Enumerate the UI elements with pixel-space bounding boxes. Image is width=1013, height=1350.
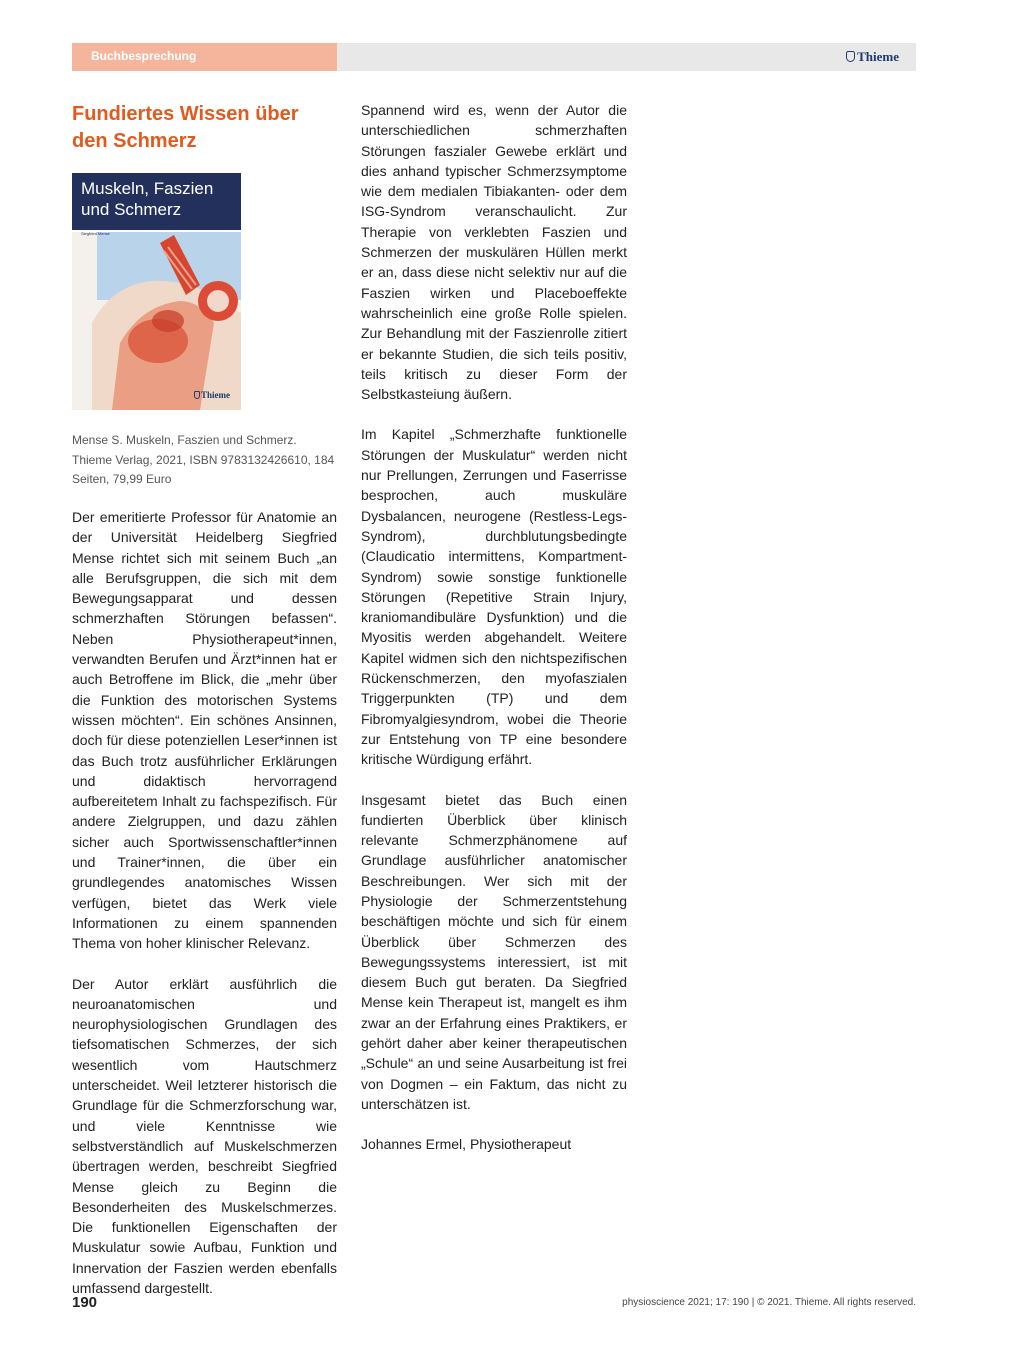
cover-title-band: [72, 173, 241, 230]
right-column: [361, 100, 627, 1155]
section-tab: [72, 43, 337, 71]
thieme-emblem-icon: [846, 51, 855, 62]
section-label: Buchbesprechung: [91, 49, 197, 63]
page-number: 190: [72, 1294, 98, 1311]
cover-publisher-text: Thieme: [201, 390, 230, 400]
left-column: [72, 507, 337, 1298]
paragraph: Der emeritierte Professor für Anatomie an der Universität Heidelberg Siegfried Mense richtet sich mit seinem Buch „an alle Berufsgruppen, die sich mit dem Bewegungsapparat und dessen schmerzhaften Störungen befassen“. Neben Physiotherapeut*innen, verwandten Berufen und Ärzt*innen hat er auch Betroffene im Blick, die „mehr über die Funktion des motorischen Systems wissen möchten“. Ein schönes Ansinnen, doch für diese potenziellen Leser*innen ist das Buch trotz ausführlicher Erklärungen und didaktisch hervorragend aufbereitetem Inhalt zu fachspezifisch. Für andere Zielgruppen, und dazu zählen sicher auch Sportwissenschaftler*innen und Trainer*innen, die über ein grundlegendes anatomisches Wissen verfügen, bietet das Werk viele Informationen zu einem spannenden Thema von hoher klinischer Relevanz.: [72, 509, 337, 952]
paragraph: Im Kapitel „Schmerzhafte funktionelle Störungen der Muskulatur“ werden nicht nur Prellungen, Zerrungen und Faserrisse besprochen, auch muskuläre Dysbalancen, neurogene (Restless-Legs-Syndrom), durchblutungsbedingte (Claudicatio intermittens, Kompartment-Syndrom) sowie sonstige funktionelle Störungen (Repetitive Strain Injury, kraniomandibuläre Dysfunktion) und die Myositis werden abgehandelt. Weitere Kapitel widmen sich den nichtspezifischen Rückenschmerzen, den myofaszialen Triggerpunkten (TP) und dem Fibromyalgiesyndrom, wobei die Theorie zur Entstehung von TP eine besondere kritische Würdigung erfährt.: [361, 426, 627, 768]
footer-citation: physioscience 2021; 17: 190 | © 2021. Thieme. All rights reserved.: [622, 1297, 916, 1308]
cover-title: Muskeln, Faszien und Schmerz: [81, 179, 214, 219]
article-title: Fundiertes Wissen über den Schmerz: [72, 103, 299, 152]
publisher-logo-text: Thieme: [857, 49, 899, 64]
cover-author: Siegfried Mense: [81, 231, 110, 236]
cover-publisher-logo: [194, 390, 230, 400]
thieme-emblem-icon: [194, 391, 200, 399]
review-author: Johannes Ermel, Physiotherapeut: [361, 1136, 572, 1153]
book-cover: [72, 173, 241, 410]
paragraph: Insgesamt bietet das Buch einen fundierten Überblick über klinisch relevante Schmerzphänomene auf Grundlage ausführlicher anatomischer Beschreibungen. Wer sich mit der Physiologie der Schmerzentstehung beschäftigen möchte und sich für einem Überblick über Schmerzen des Bewegungssystems interessiert, ist mit diesem Buch gut beraten. Da Siegfried Mense kein Therapeut ist, mangelt es ihm zwar an der Erfahrung eines Praktikers, er gehört daher aber keiner therapeutischen „Schule“ an und seine Ausarbeitung ist frei von Dogmen – ein Faktum, das nicht zu unterschätzen ist.: [361, 791, 627, 1112]
publisher-logo: [846, 49, 899, 65]
paragraph: Spannend wird es, wenn der Autor die unterschiedlichen schmerzhaften Störungen faszialer Gewebe erklärt und dies anhand typischer Schmerzsymptome wie dem medialen Tibiakanten- oder dem ISG-Syndrom veranschaulicht. Zur Therapie von verklebten Faszien und Schmerzen der muskulären Hüllen merkt er an, dass diese nicht selektiv nur auf die Faszien wirken und Placeboeffekte wahrscheinlich eine große Rolle spielen. Zur Behandlung mit der Faszienrolle zitiert er bekannte Studien, die sich teils positiv, teils kritisch zu dieser Form der Selbstkasteiung äußern.: [361, 102, 627, 403]
book-citation: Mense S. Muskeln, Faszien und Schmerz. Thieme Verlag, 2021, ISBN 9783132426610, 184 Seiten, 79,99 Euro: [72, 433, 335, 486]
paragraph: Der Autor erklärt ausführlich die neuroanatomischen und neurophysiologischen Grundlagen des tiefsomatischen Schmerzes, der sich wesentlich vom Hautschmerz unterscheidet. Weil letzterer historisch die Grundlage für die Schmerzforschung war, und viele Kenntnisse wie selbstverständlich auf Muskelschmerzen übertragen werden, beschreibt Siegfried Mense gleich zu Beginn die Besonderheiten des Muskelschmerzes. Die funktionellen Eigenschaften der Muskulatur sowie Aufbau, Funktion und Innervation der Faszien werden ebenfalls umfassend dargestellt.: [72, 975, 337, 1296]
